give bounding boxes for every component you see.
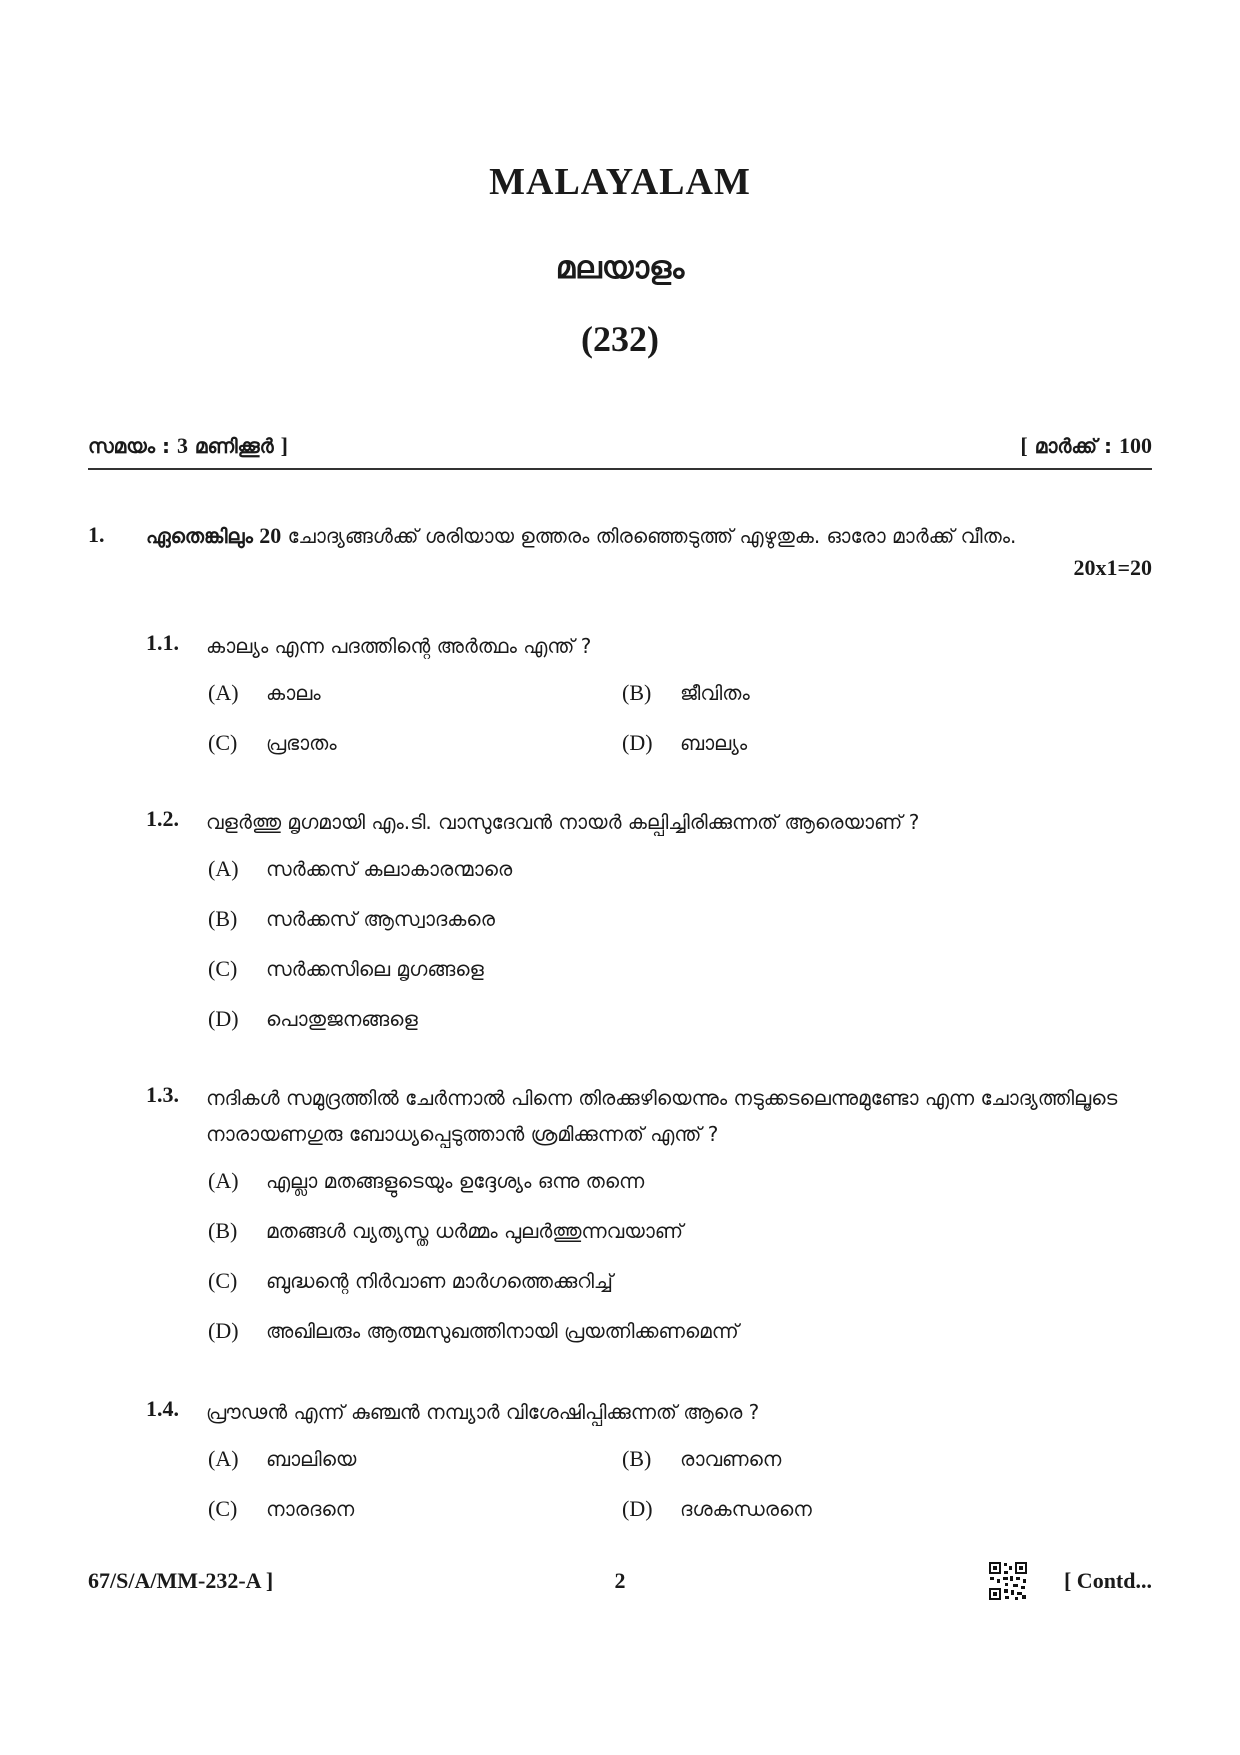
option-text: ബുദ്ധന്റെ നിർവാണ മാർഗത്തെക്കുറിച്ച് [266, 1269, 613, 1293]
page-number: 2 [614, 1568, 626, 1593]
time-value: 3 [176, 433, 188, 458]
option [208, 856, 512, 882]
option-label: (D) [208, 1318, 239, 1343]
option-label: (A) [208, 680, 239, 705]
continued-marker: [ Contd... [1063, 1568, 1152, 1593]
option-label: (B) [208, 1218, 238, 1243]
page-title-malayalam: മലയാളം [555, 250, 685, 286]
question-instruction [146, 518, 1146, 554]
option [208, 1496, 354, 1522]
marks-bracket: [ [1020, 433, 1028, 458]
subquestion-number: 1.2. [146, 806, 179, 831]
subject-code: (232) [581, 319, 659, 359]
max-marks [1020, 433, 1152, 459]
option-text: സർക്കസിലെ മൃഗങ്ങളെ [266, 957, 484, 981]
option-label: (A) [208, 1446, 239, 1471]
question-marks: 20x1=20 [1073, 555, 1152, 580]
instruction-text: ചോദ്യങ്ങൾക്ക് ശരിയായ ഉത്തരം തിരഞ്ഞെടുത്ത് എഴുതുക. ഓരോ മാർക്ക് വീതം. [287, 524, 1017, 548]
option-label: (C) [208, 1496, 238, 1521]
marks-label: മാർക്ക് : [1034, 434, 1113, 458]
header-divider [88, 468, 1152, 470]
option-text: കാലം [266, 681, 321, 705]
option [208, 730, 337, 756]
subquestion-text: കാല്യം എന്ന പദത്തിന്റെ അർത്ഥം എന്ത് ? [206, 634, 592, 658]
option [622, 1496, 812, 1522]
option-text: എല്ലാ മതങ്ങളുടെയും ഉദ്ദേശ്യം ഒന്നു തന്നെ [266, 1169, 645, 1193]
option-text: ദശകന്ധരനെ [680, 1497, 812, 1521]
option-label: (B) [622, 680, 652, 705]
subquestion-text: നദികൾ സമുദ്രത്തിൽ ചേർന്നാൽ പിന്നെ തിരക്കുഴിയെന്നും നടുക്കടലെന്നുമുണ്ടോ എന്ന ചോദ്യത്തിലൂടെ നാരായണഗുരു ബോധ്യപ്പെടുത്താൻ ശ്രമിക്കുന്നത് എന്ത് ? [206, 1086, 1118, 1146]
time-label: സമയം : [88, 434, 170, 458]
option [208, 1218, 683, 1244]
time-allowed [88, 433, 288, 459]
option-text: മതങ്ങൾ വ്യത്യസ്ത ധർമ്മം പുലർത്തുന്നവയാണ് [266, 1219, 684, 1243]
option [208, 1318, 739, 1344]
option-text: ബാല്യം [680, 731, 748, 755]
option-text: നാരദനെ [266, 1497, 355, 1521]
option-label: (A) [208, 1168, 239, 1193]
subquestion-text: വളർത്തു മൃഗമായി എം.ടി. വാസുദേവൻ നായർ കല്പിച്ചിരിക്കുന്നത് ആരെയാണ് ? [206, 810, 920, 834]
option-label: (D) [208, 1006, 239, 1031]
option [208, 1268, 613, 1294]
subquestion-number: 1.3. [146, 1082, 179, 1107]
time-bracket: ] [280, 433, 288, 458]
question-number: 1. [88, 522, 105, 547]
page-title: MALAYALAM [489, 161, 751, 203]
option [208, 1168, 644, 1194]
subquestion-number: 1.1. [146, 630, 179, 655]
time-unit: മണിക്കൂർ [194, 434, 274, 458]
option-text: സർക്കസ് ആസ്വാദകരെ [266, 907, 495, 931]
instruction-emphasis: ഏതെങ്കിലും [146, 524, 253, 548]
option-label: (D) [622, 1496, 653, 1521]
option [622, 680, 750, 706]
option-text: രാവണനെ [680, 1447, 782, 1471]
option-text: സർക്കസ് കലാകാരന്മാരെ [266, 857, 513, 881]
option-label: (D) [622, 730, 653, 755]
instruction-count: 20 [259, 523, 282, 548]
subquestion-text: പ്രൗഢൻ എന്ന് കുഞ്ചൻ നമ്പ്യാർ വിശേഷിപ്പിക്കുന്നത് ആരെ ? [206, 1400, 760, 1424]
option [622, 730, 747, 756]
option [622, 1446, 781, 1472]
option [208, 956, 484, 982]
option [208, 1006, 418, 1032]
option [208, 1446, 356, 1472]
option-label: (B) [208, 906, 238, 931]
paper-code: 67/S/A/MM-232-A ] [88, 1568, 274, 1593]
option-label: (A) [208, 856, 239, 881]
option-text: ജീവിതം [680, 681, 750, 705]
option [208, 680, 321, 706]
option-label: (C) [208, 956, 238, 981]
option-label: (C) [208, 1268, 238, 1293]
option-label: (B) [622, 1446, 652, 1471]
option-label: (C) [208, 730, 238, 755]
option-text: പ്രഭാതം [266, 731, 337, 755]
subquestion-number: 1.4. [146, 1396, 179, 1421]
option-text: ബാലിയെ [266, 1447, 357, 1471]
option-text: അഖിലരും ആത്മസുഖത്തിനായി പ്രയത്നിക്കണമെന്ന് [266, 1319, 739, 1343]
qr-code-icon [988, 1561, 1028, 1601]
option-text: പൊതുജനങ്ങളെ [266, 1007, 418, 1031]
option [208, 906, 495, 932]
marks-value: 100 [1119, 433, 1152, 458]
